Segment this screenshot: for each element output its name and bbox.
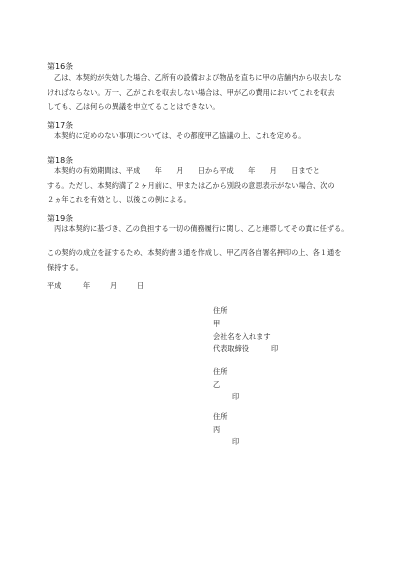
party-a-company-name: 会社名を入れます: [213, 332, 271, 341]
article-17-body: [47, 129, 365, 144]
article-17-title: 第17条: [47, 121, 74, 130]
article-19-line-1: 丙は本契約に基づき、乙の負担する一切の債務履行に関し、乙と連帯してその責に任ずる。: [54, 224, 349, 233]
party-c-seal-label: 印: [232, 437, 240, 446]
date-day: 日: [137, 281, 145, 290]
article-19-title: 第19条: [47, 214, 74, 223]
party-a-label: 甲: [213, 319, 221, 328]
date-era: 平成: [47, 281, 62, 290]
party-a-address-label: 住所: [213, 306, 228, 315]
signing-date: [47, 281, 167, 291]
article-18-line-1: 本契約の有効期間は、平成 年 月 日から平成 年 月 日までと: [54, 166, 320, 175]
closing-clause: [47, 246, 365, 275]
article-16-body: [47, 71, 365, 115]
article-18-line-3: ２ヵ年これを有効とし、以後この例による。: [47, 195, 191, 204]
article-18-title: 第18条: [47, 156, 74, 165]
article-18-line-2: する。ただし、本契約満了２ヶ月前に、甲または乙から別段の意思表示がない場合、次の: [47, 180, 335, 190]
party-c-address-label: 住所: [213, 412, 228, 421]
closing-line-1: この契約の成立を証するため、本契約書３通を作成し、甲乙丙各自署名押印の上、各１通を: [47, 248, 342, 257]
date-month: 月: [110, 281, 118, 290]
party-b-address-label: 住所: [213, 367, 228, 376]
party-b-label: 乙: [213, 380, 221, 389]
party-b-seal-label: 印: [232, 392, 240, 401]
party-a-seal-label: 印: [271, 344, 279, 353]
article-19-body: [47, 222, 365, 237]
article-16-line-3: しても、乙は何らの異議を申立てることはできない。: [47, 102, 220, 111]
article-16-line-2: ければならない。万一、乙がこれを収去しない場合は、甲が乙の費用においてこれを収去: [47, 87, 335, 97]
party-c-label: 丙: [213, 425, 221, 434]
article-16-title: 第16条: [47, 62, 74, 71]
party-a-representative-label: 代表取締役: [213, 344, 249, 353]
closing-line-2: 保持する。: [47, 262, 83, 272]
article-17-line-1: 本契約に定めのない事項については、その都度甲乙協議の上、これを定める。: [54, 131, 306, 140]
date-year: 年: [83, 281, 91, 290]
article-18-body: [47, 164, 365, 208]
article-16-line-1: 乙は、本契約が失効した場合、乙所有の設備および物品を直ちに甲の店舗内から収去しな: [54, 73, 342, 82]
